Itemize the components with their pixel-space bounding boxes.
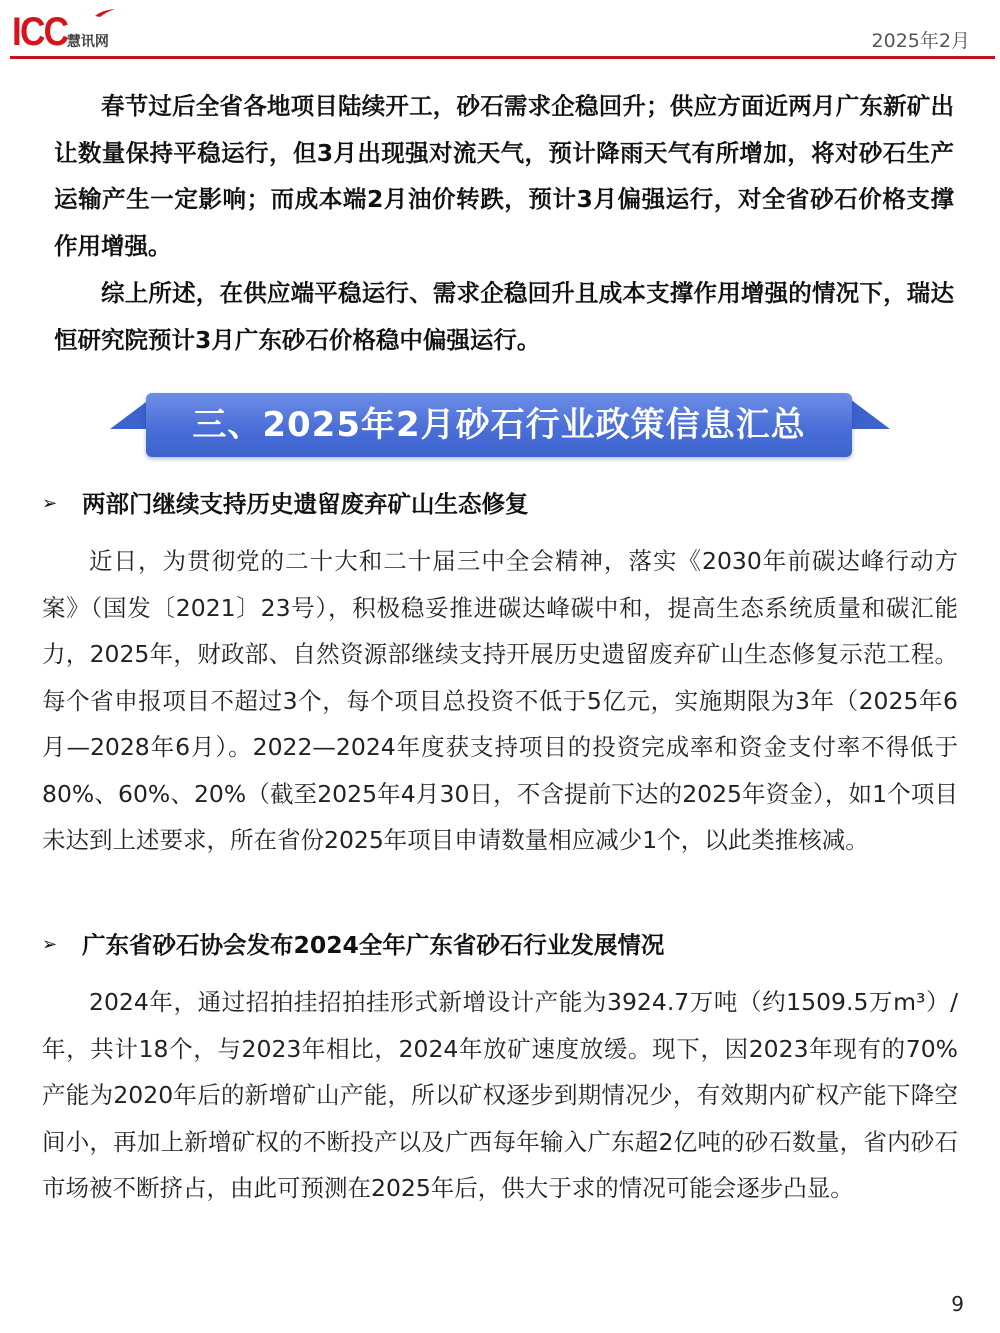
banner-left-triangle [110, 399, 150, 429]
logo-subtitle: 慧讯网 [66, 34, 109, 50]
arrow-bullet-icon: ➢ [42, 493, 58, 514]
intro-paragraph-1: 春节过后全省各地项目陆续开工，砂石需求企稳回升；供应方面近两月广东新矿出让数量保持平稳运行，但3月出现强对流天气，预计降雨天气有所增加，将对砂石生产运输产生一定影响；而成本端2月油价转跌，预计3月偏强运行，对全省砂石价格支撑作用增强。 [54, 92, 954, 260]
header-divider [10, 56, 995, 59]
logo-swoosh-icon [94, 8, 116, 18]
intro-paragraph-2: 综上所述，在供应端平稳运行、需求企稳回升且成本支撑作用增强的情况下，瑞达恒研究院预计3月广东砂石价格稳中偏强运行。 [54, 279, 954, 354]
page-number: 9 [951, 1292, 964, 1316]
arrow-bullet-icon: ➢ [42, 934, 58, 955]
news-heading-1 [42, 489, 962, 519]
news-body-2: 2024年，通过招拍挂招拍挂形式新增设计产能为3924.7万吨（约1509.5万m³）/年，共计18个，与2023年相比，2024年放矿速度放缓。现下，因2023年现有的70%产能为2020年后的新增矿山产能，所以矿权逐步到期情况少，有效期内矿权产能下降空间小，再加上新增矿权的不断投产以及广西每年输入广东超2亿吨的砂石数量，省内砂石市场被不断挤占，由此可预测在2025年后，供大于求的情况可能会逐步凸显。 [42, 988, 958, 1202]
section-title: 三、2025年2月砂石行业政策信息汇总 [192, 405, 806, 445]
section-banner [110, 393, 890, 459]
news-heading-text: 两部门继续支持历史遗留废弃矿山生态修复 [82, 490, 529, 518]
news-body-1: 近日，为贯彻党的二十大和二十届三中全会精神，落实《2030年前碳达峰行动方案》（国发〔2021〕23号），积极稳妥推进碳达峰碳中和，提高生态系统质量和碳汇能力，2025年，财政部、自然资源部继续支持开展历史遗留废弃矿山生态修复示范工程。每个省申报项目不超过3个，每个项目总投资不低于5亿元，实施期限为3年（2025年6月—2028年6月）。2022—2024年度获支持项目的投资完成率和资金支付率不得低于80%、60%、20%（截至2025年4月30日，不含提前下达的2025年资金），如1个项目未达到上述要求，所在省份2025年项目申请数量相应减少1个，以此类推核减。 [42, 547, 958, 854]
banner-right-triangle [850, 399, 890, 429]
logo-wordmark: ICC [12, 10, 68, 54]
report-date: 2025年2月 [871, 30, 970, 52]
icc-logo [12, 10, 109, 54]
news-heading-2 [42, 930, 962, 960]
page-header [0, 0, 1000, 62]
news-heading-text: 广东省砂石协会发布2024全年广东省砂石行业发展情况 [82, 931, 665, 959]
